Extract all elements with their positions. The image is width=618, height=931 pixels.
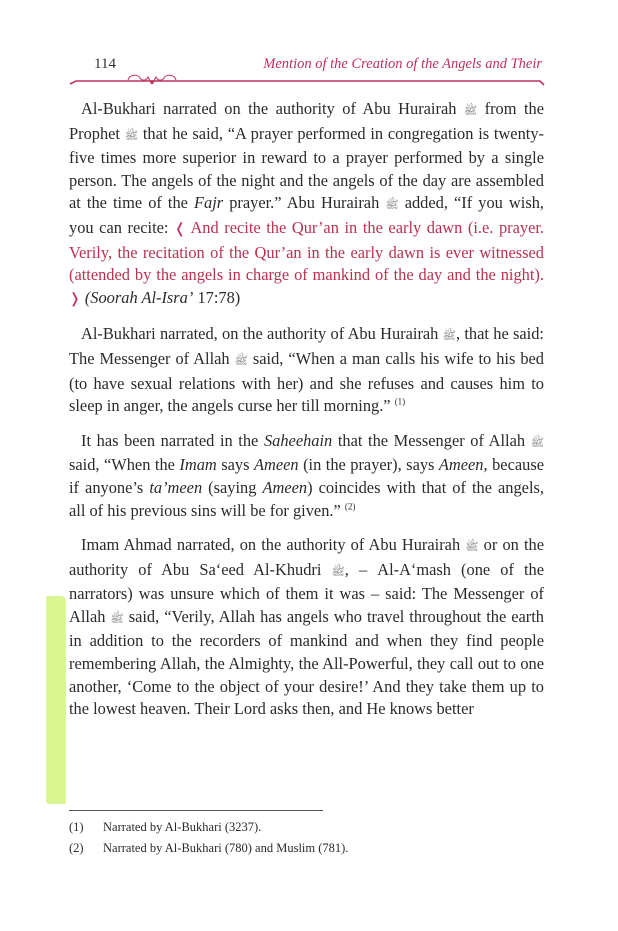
header-ornament-rule [68, 72, 546, 88]
honorific-icon: ﷺ [465, 541, 479, 554]
honorific-icon: ﷺ [110, 612, 124, 625]
honorific-icon: ﷺ [234, 354, 248, 367]
footnote-number: (2) [69, 841, 84, 855]
footnotes [69, 817, 544, 859]
footnote-ref-1[interactable]: (1) [394, 396, 406, 407]
footnote-item [69, 817, 544, 838]
running-title: Mention of the Creation of the Angels and Their [263, 56, 542, 72]
quran-verse: And recite the Qur’an in the early dawn (i.e. prayer. Verily, the recitation of the Qur’an in the early dawn is ever witnessed (attended by the angels in charge of mankind of the day and the night). [69, 217, 544, 285]
footnote-number: (1) [69, 820, 84, 834]
paragraph-saheehain-ameen: It has been narrated in the Saheehain that the Messenger of Allah ﷺ said, “When the Imam says Ameen (in the prayer), says Ameen, because if anyone’s ta’meen (saying Ameen) coincides with that of the angels, all of his previous sins will be for given.” $^{(2)}$ [69, 430, 544, 520]
paragraph-bukhari-congregation: Al-Bukhari narrated on the authority of Abu Hurairah ﷺ from the Prophet ﷺ that he said, “A prayer performed in congregation is twenty-five times more superior in reward to a prayer performed by a single person. The angels of the night and the angels of the day are assembled at the time of the Fajr prayer.” Abu Hurairah ﷺ added, “If you wish, you can recite: ❬ And recite the Qur’an in the early dawn (i.e. prayer. Verily, the recitation of the Qur’an in the early dawn is ever witnessed (attended by the angels in charge of mankind of the day and the night). ❭ (Soorah Al-Isra’ 17:78) [69, 99, 544, 307]
page-header [68, 52, 546, 92]
honorific-icon: ﷺ [530, 436, 544, 449]
honorific-icon: ﷺ [442, 330, 456, 343]
highlight-marker [46, 596, 66, 804]
quran-close-bracket-icon: ❭ [69, 291, 81, 307]
paragraph-bukhari-wife: Al-Bukhari narrated, on the authority of Abu Hurairah ﷺ, that he said: The Messenger of Allah ﷺ said, “When a man calls his wife to his bed (to have sexual relations with her) and she refuses and causes him to sleep in anger, the angels curse her till morning.” $^{(1)}$ [69, 324, 545, 416]
footnote-text: Narrated by Al-Bukhari (780) and Muslim (781). [103, 841, 349, 855]
paragraph-ahmad-angels: Imam Ahmad narrated, on the authority of Abu Hurairah ﷺ or on the authority of Abu Sa‘eed Al-Khudri ﷺ, – Al-A‘mash (one of the narrators) was unsure which of them it was – said: The Messenger of Allah ﷺ said, “Verily, Allah has angels who travel throughout the earth in addition to the recorders of mankind and when they find people remembering Allah, the Almighty, the All-Powerful, they call out to one another, ‘Come to the object of your desire!’ And they take them up to the lowest heaven. Their Lord asks then, and He knows better [69, 535, 545, 719]
body-text [69, 98, 544, 721]
honorific-icon: ﷺ [331, 565, 345, 578]
verse-reference: (Soorah Al-Isra’ [80, 287, 194, 307]
page-number: 114 [94, 56, 116, 72]
honorific-icon: ﷺ [124, 129, 139, 142]
quran-open-bracket-icon: ❬ [174, 221, 186, 237]
honorific-icon: ﷺ [385, 199, 399, 212]
footnote-text: Narrated by Al-Bukhari (3237). [103, 820, 262, 834]
footnote-ref-2[interactable]: (2) [344, 501, 356, 512]
footnote-item [69, 838, 544, 859]
footnote-divider [69, 810, 323, 811]
honorific-icon: ﷺ [463, 105, 478, 117]
